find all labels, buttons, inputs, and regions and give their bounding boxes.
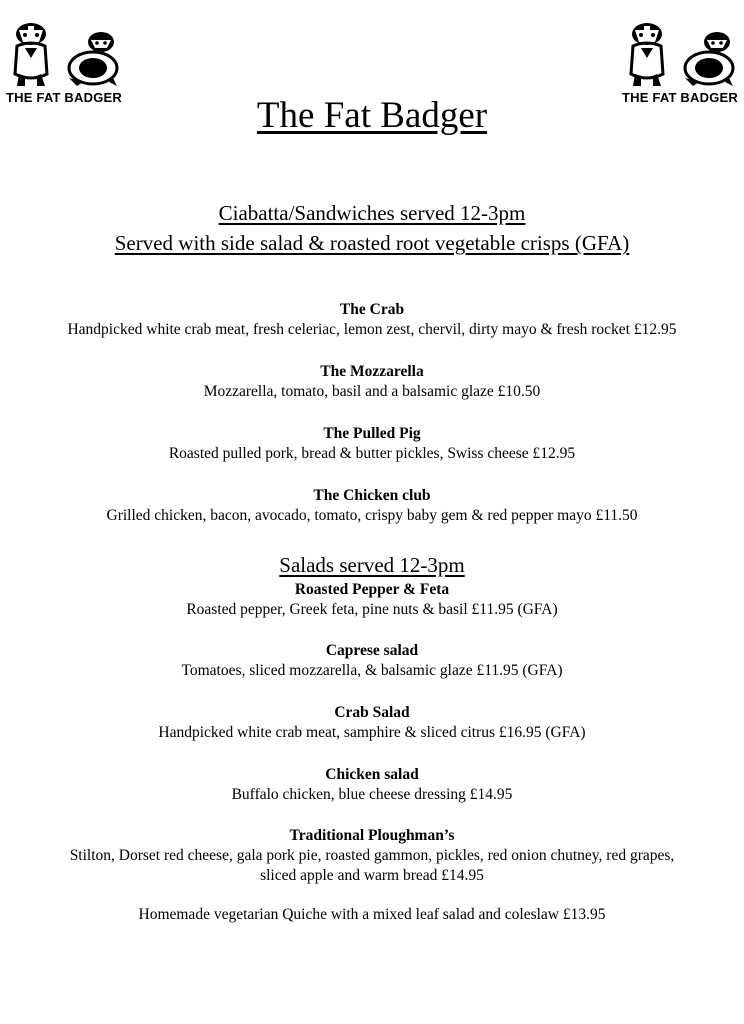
badger-logo-icon xyxy=(5,12,123,90)
badger-logo-icon xyxy=(621,12,739,90)
menu-item-name: The Chicken club xyxy=(313,487,431,504)
menu-item xyxy=(0,300,744,340)
menu-item-name: Crab Salad xyxy=(334,704,410,721)
menu-item xyxy=(0,765,744,805)
menu-item-desc: Stilton, Dorset red cheese, gala pork pie, roasted gammon, pickles, red onion chutney, red grapes, xyxy=(69,847,675,864)
menu-item-desc: Roasted pepper, Greek feta, pine nuts & basil £11.95 (GFA) xyxy=(186,601,558,618)
menu-item-desc: Roasted pulled pork, bread & butter pickles, Swiss cheese £12.95 xyxy=(168,445,576,462)
logo-right xyxy=(620,12,740,105)
menu-item-desc-line2: sliced apple and warm bread £14.95 xyxy=(260,867,484,884)
quiche-line: Homemade vegetarian Quiche with a mixed leaf salad and coleslaw £13.95 xyxy=(138,906,606,923)
sandwiches-heading-line1: Ciabatta/Sandwiches served 12-3pm xyxy=(218,201,526,225)
menu-item-desc: Handpicked white crab meat, samphire & sliced citrus £16.95 (GFA) xyxy=(158,724,586,741)
menu-item-name: Traditional Ploughman’s xyxy=(289,827,455,844)
menu-item xyxy=(0,826,744,886)
logo-text: THE FAT BADGER xyxy=(6,90,122,105)
menu-item-desc: Grilled chicken, bacon, avocado, tomato, crispy baby gem & red pepper mayo £11.50 xyxy=(106,507,638,524)
menu-item-desc: Handpicked white crab meat, fresh celeriac, lemon zest, chervil, dirty mayo & fresh rocket £12.95 xyxy=(67,321,677,338)
menu-item-name: Caprese salad xyxy=(325,642,419,659)
salads-heading: Salads served 12-3pm xyxy=(279,553,465,577)
menu-item-name: The Pulled Pig xyxy=(323,425,421,442)
menu-item xyxy=(0,703,744,743)
menu-item-name: Chicken salad xyxy=(325,766,419,783)
sandwiches-heading-line2: Served with side salad & roasted root vegetable crisps (GFA) xyxy=(114,231,630,255)
logo-left xyxy=(4,12,124,105)
menu-item-desc: Buffalo chicken, blue cheese dressing £14.95 xyxy=(231,786,513,803)
menu-item xyxy=(0,486,744,526)
menu-item xyxy=(0,580,744,620)
menu-item-name: The Crab xyxy=(339,301,405,318)
page-title: The Fat Badger xyxy=(256,95,488,136)
menu-item-desc: Mozzarella, tomato, basil and a balsamic glaze £10.50 xyxy=(203,383,541,400)
menu-item xyxy=(0,641,744,681)
menu-item xyxy=(0,362,744,402)
menu-item-desc: Tomatoes, sliced mozzarella, & balsamic glaze £11.95 (GFA) xyxy=(181,662,563,679)
menu-item-name: Roasted Pepper & Feta xyxy=(294,581,450,598)
logo-text: THE FAT BADGER xyxy=(622,90,738,105)
menu-item-name: The Mozzarella xyxy=(320,363,424,380)
menu-item xyxy=(0,424,744,464)
